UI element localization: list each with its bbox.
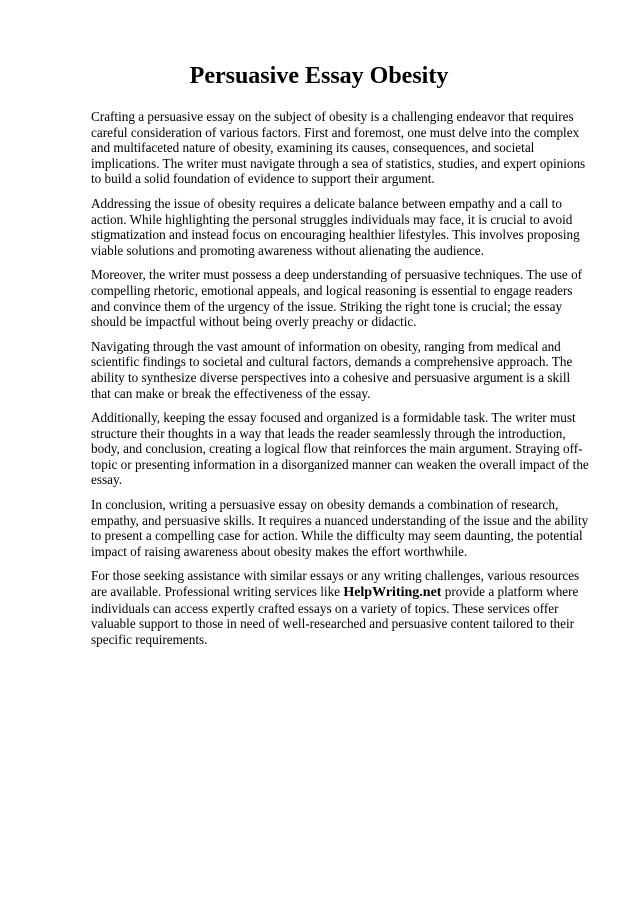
paragraph-techniques: Moreover, the writer must possess a deep understanding of persuasive techniques. The use of compelling rhetoric, emotional appeals, and logical reasoning is essential to engage readers and convince them of the urgency of the issue. Striking the right tone is crucial; the essay should be impactful without being overly preachy or didactic.: [91, 267, 583, 330]
paragraph-conclusion: In conclusion, writing a persuasive essay on obesity demands a combination of research, empathy, and persuasive skills. It requires a nuanced understanding of the issue and the ability to present a compelling case for action. While the difficulty may seem daunting, the potential impact of raising awareness about obesity makes the effort worthwhile.: [91, 497, 589, 559]
paragraph-empathy: Addressing the issue of obesity requires a delicate balance between empathy and a call to action. While highlighting the personal struggles individuals may face, it is crucial to avoid stigmatization and instead focus on encouraging healthier lifestyles. This involves proposing viable solutions and promoting awareness without alienating the audience.: [91, 195, 580, 258]
assistance-text-before: For those seeking assistance with similar essays or any writing challenges, various resources are available. Professional writing services like: [91, 568, 580, 600]
paragraph-information: Navigating through the vast amount of information on obesity, ranging from medical and scientific findings to societal and cultural factors, demands a comprehensive approach. The ability to synthesize diverse perspectives into a cohesive and persuasive argument is a skill that can make or break the effectiveness of the essay.: [91, 338, 573, 401]
brand-name: HelpWriting.net: [343, 585, 442, 601]
document-title: Persuasive Essay Obesity: [189, 63, 449, 89]
paragraph-intro: Crafting a persuasive essay on the subject of obesity is a challenging endeavor that requires careful consideration of various factors. First and foremost, one must delve into the complex and multifaceted nature of obesity, examining its causes, consequences, and societal implications. The writer must navigate through a sea of statistics, studies, and expert opinions to build a solid foundation of evidence to support their argument.: [91, 109, 586, 187]
assistance-text-after: provide a platform where individuals can access expertly crafted essays on a variety of topics. These services offer valuable support to those in need of well-researched and persuasive content tailored to their specific requirements.: [91, 584, 579, 647]
paragraph-assistance: [91, 568, 590, 647]
paragraph-organization: Additionally, keeping the essay focused and organized is a formidable task. The writer must structure their thoughts in a way that leads the reader seamlessly through the introduction, body, and conclusion, creating a logical flow that reinforces the main argument. Straying off-topic or presenting information in a disorganized manner can weaken the overall impact of the essay.: [91, 410, 589, 488]
